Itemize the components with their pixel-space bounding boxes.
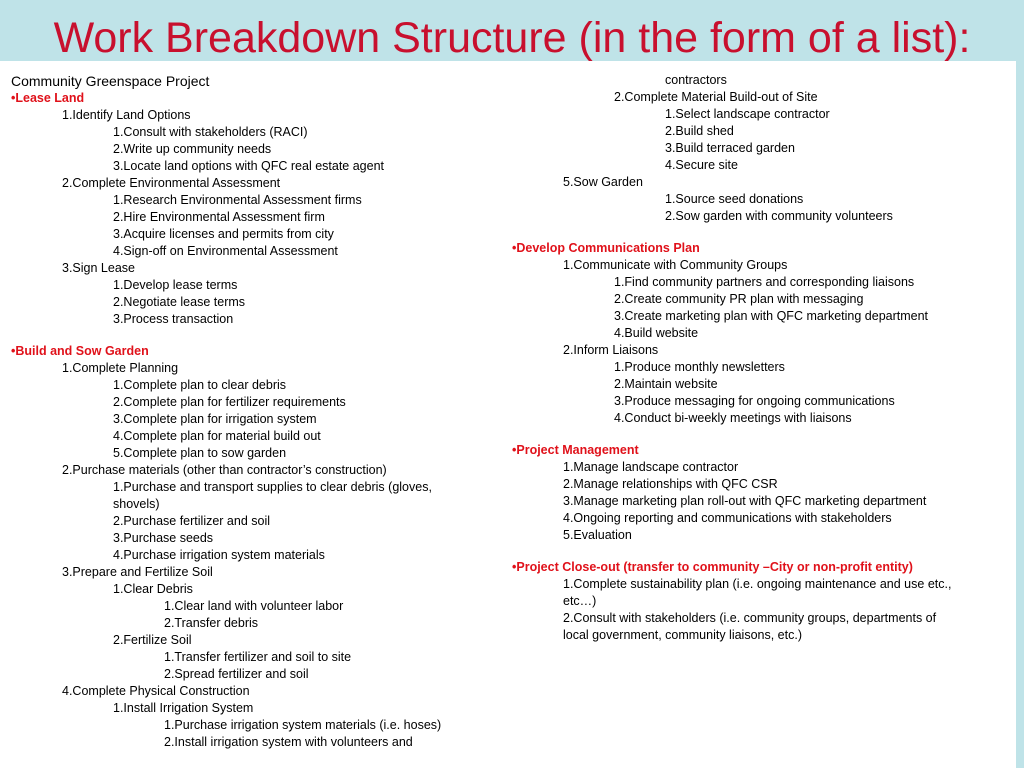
list-item: 2.Complete Environmental Assessment [62, 176, 281, 190]
list-item: 3.Process transaction [113, 312, 234, 326]
list-item: 2.Purchase materials (other than contractor’s construction) [62, 463, 387, 477]
list-item: 1.Research Environmental Assessment firms [113, 193, 362, 207]
list-item: 2.Fertilize Soil [113, 633, 192, 647]
list-item: 4.Complete Physical Construction [62, 684, 250, 698]
list-item: 2.Build shed [665, 124, 734, 138]
list-item: 1.Purchase irrigation system materials (i.e. hoses) [164, 718, 442, 732]
list-item: 3.Purchase seeds [113, 531, 214, 545]
list-item: 1.Identify Land Options [62, 108, 191, 122]
section-heading-build-sow-garden: •Build and Sow Garden [11, 344, 149, 358]
list-item: 1.Source seed donations [665, 192, 804, 206]
list-item: 2.Complete plan for fertilizer requirements [113, 395, 346, 409]
list-item: 2.Maintain website [614, 377, 718, 391]
list-item-continuation: etc…) [563, 594, 597, 608]
list-item: 1.Select landscape contractor [665, 107, 830, 121]
list-item: 4.Sign-off on Environmental Assessment [113, 244, 338, 258]
list-item: 2.Negotiate lease terms [113, 295, 246, 309]
list-item: 2.Create community PR plan with messaging [614, 292, 864, 306]
list-item: 4.Complete plan for material build out [113, 429, 321, 443]
list-item: 1.Communicate with Community Groups [563, 258, 788, 272]
list-item-continuation: contractors [665, 73, 727, 87]
list-item: 2.Install irrigation system with volunteers and [164, 735, 413, 749]
list-item: 4.Ongoing reporting and communications with stakeholders [563, 511, 892, 525]
list-item: 2.Purchase fertilizer and soil [113, 514, 271, 528]
section-gap [512, 225, 1014, 240]
list-item: 2.Manage relationships with QFC CSR [563, 477, 778, 491]
list-item: 1.Install Irrigation System [113, 701, 254, 715]
list-item: 1.Clear land with volunteer labor [164, 599, 344, 613]
list-item: 1.Complete sustainability plan (i.e. ongoing maintenance and use etc., [563, 577, 952, 591]
list-item: 1.Consult with stakeholders (RACI) [113, 125, 308, 139]
list-item-continuation: shovels) [113, 497, 160, 511]
list-item: 4.Build website [614, 326, 699, 340]
list-item: 3.Locate land options with QFC real estate agent [113, 159, 384, 173]
list-item: 1.Complete plan to clear debris [113, 378, 287, 392]
list-item: 3.Create marketing plan with QFC marketing department [614, 309, 929, 323]
list-item: 2.Transfer debris [164, 616, 259, 630]
right-column [512, 72, 1014, 644]
list-item: 5.Sow Garden [563, 175, 643, 189]
section-heading-lease-land: •Lease Land [11, 91, 85, 105]
section-gap [512, 544, 1014, 559]
list-item: 3.Prepare and Fertilize Soil [62, 565, 213, 579]
list-item: 1.Find community partners and corresponding liaisons [614, 275, 915, 289]
section-gap [512, 427, 1014, 442]
list-item: 2.Write up community needs [113, 142, 272, 156]
list-item: 2.Spread fertilizer and soil [164, 667, 309, 681]
list-item: 1.Complete Planning [62, 361, 179, 375]
list-item: 3.Produce messaging for ongoing communications [614, 394, 895, 408]
list-item: 1.Transfer fertilizer and soil to site [164, 650, 352, 664]
list-item: 2.Sow garden with community volunteers [665, 209, 893, 223]
left-column [11, 72, 501, 751]
list-item: 3.Sign Lease [62, 261, 135, 275]
list-item: 1.Develop lease terms [113, 278, 238, 292]
slide-title: Work Breakdown Structure (in the form of a list): [53, 14, 971, 62]
list-item: 2.Complete Material Build-out of Site [614, 90, 818, 104]
list-item: 4.Purchase irrigation system materials [113, 548, 325, 562]
list-item: 1.Manage landscape contractor [563, 460, 739, 474]
list-item: 2.Consult with stakeholders (i.e. community groups, departments of [563, 611, 937, 625]
list-item: 1.Produce monthly newsletters [614, 360, 785, 374]
list-item: 5.Evaluation [563, 528, 632, 542]
slide-right-border [1016, 61, 1024, 768]
list-item: 1.Clear Debris [113, 582, 193, 596]
list-item: 5.Complete plan to sow garden [113, 446, 287, 460]
list-item: 3.Acquire licenses and permits from city [113, 227, 334, 241]
list-item-continuation: local government, community liaisons, etc.) [563, 628, 802, 642]
section-heading-communications-plan: •Develop Communications Plan [512, 241, 700, 255]
list-item: 2.Hire Environmental Assessment firm [113, 210, 325, 224]
list-item: 2.Inform Liaisons [563, 343, 659, 357]
project-name: Community Greenspace Project [11, 73, 210, 89]
section-gap [11, 328, 501, 343]
list-item: 4.Secure site [665, 158, 738, 172]
list-item: 1.Purchase and transport supplies to clear debris (gloves, [113, 480, 432, 494]
list-item: 4.Conduct bi-weekly meetings with liaisons [614, 411, 852, 425]
list-item: 3.Manage marketing plan roll-out with QFC marketing department [563, 494, 927, 508]
section-heading-project-close-out: •Project Close-out (transfer to community –City or non-profit entity) [512, 560, 913, 574]
section-heading-project-management: •Project Management [512, 443, 639, 457]
list-item: 3.Complete plan for irrigation system [113, 412, 317, 426]
list-item: 3.Build terraced garden [665, 141, 795, 155]
